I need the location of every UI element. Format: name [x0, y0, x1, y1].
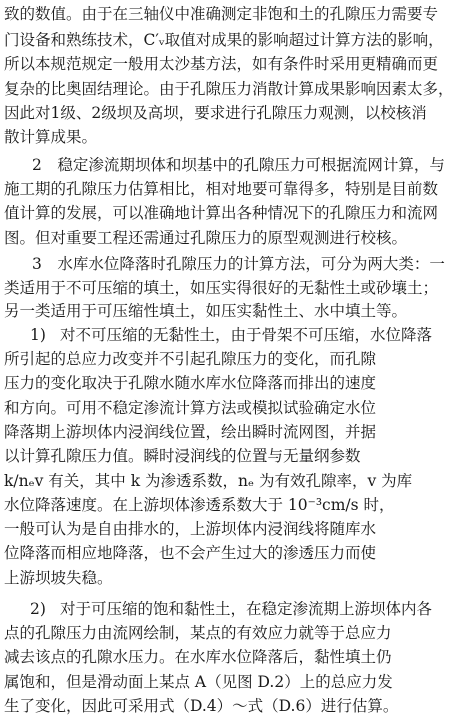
p1-line-5: 因此对1级、2级坝及高坝，要求进行孔隙压力观测，以校核消	[4, 103, 427, 122]
item-2-line-4: 属饱和，但是滑动面上某点 A（见图 D.2）上的总应力发	[4, 672, 393, 691]
p2-line-1: 2 稳定渗流期坝体和坝基中的孔隙压力可根据流网计算，与	[32, 155, 445, 174]
item-1-line-11: 上游坝坡失稳。	[4, 568, 113, 587]
item-1-line-4: 和方向。可用不稳定渗流计算方法或模拟试验确定水位	[4, 398, 377, 417]
p3-line-3: 另一类适用于可压缩性填土，如压实黏性土、水中填土等。	[4, 301, 408, 320]
p2-line-2: 施工期的孔隙压力估算相比，相对地要可靠得多，特别是目前数	[4, 180, 439, 199]
item-1-line-10: 位降落而相应地降落，也不会产生过大的渗透压力而使	[4, 544, 377, 563]
p1-line-1: 致的数值。由于在三轴仪中准确测定非饱和土的孔隙压力需要专	[4, 5, 439, 23]
p2-line-3: 值计算的发展，可以准确地计算出各种情况下的孔隙压力和流网	[4, 204, 439, 223]
item-2-line-1: 对于可压缩的饱和黏性土，在稳定渗流期上游坝体内各	[60, 599, 433, 618]
item-2-line-5: 生了变化，因此可采用式（D.4）～式（D.6）进行估算。	[4, 697, 399, 715]
item-2-line-2: 点的孔隙压力由流网绘制，某点的有效应力就等于总应力	[4, 624, 392, 643]
p1-line-2: 门设备和熟练技术，C′ᵥ取值对成果的影响超过计算方法的影响，	[4, 31, 444, 49]
item-1-line-9: 一般可认为是自由排水的，上游坝体内浸润线将随库水	[4, 520, 377, 539]
p3-line-1: 3 水库水位降落时孔隙压力的计算方法，可分为两大类：一	[32, 254, 445, 273]
item-1-line-1: 对不可压缩的无黏性土，由于骨架不可压缩，水位降落	[60, 325, 433, 344]
p1-line-6: 散计算成果。	[4, 128, 98, 147]
item-1-line-6: 以计算孔隙压力值。瞬时浸润线的位置与无量纲参数	[4, 447, 361, 466]
p1-line-4: 复杂的比奥固结理论。由于孔隙压力消散计算成果影响因素太多，	[4, 79, 454, 98]
p2-line-4: 图。但对重要工程还需通过孔隙压力的原型观测进行校核。	[4, 228, 408, 247]
item-1-line-3: 压力的变化取决于孔隙水随水库水位降落而排出的速度	[4, 374, 377, 393]
p1-line-3: 所以本规范规定一般用太沙基方法，如有条件时采用更精确而更	[4, 55, 439, 74]
item-1-line-5: 降落期上游坝体内浸润线位置，绘出瞬时流网图，并据	[4, 423, 377, 441]
item-2-line-3: 减去该点的孔隙水压力。在水库水位降落后，黏性填土仍	[4, 648, 392, 667]
p3-line-2: 类适用于不可压缩的填土，如压实得很好的无黏性土或砂壤土；	[4, 279, 439, 297]
item-1-line-8: 水位降落速度。在上游坝体渗透系数大于 10⁻³cm/s 时，	[4, 495, 395, 514]
item-1-number: 1)	[30, 325, 46, 344]
item-1-line-2: 所引起的总应力改变并不引起孔隙压力的变化，而孔隙	[4, 350, 377, 369]
item-1-line-7: k/nₑv 有关，其中 k 为渗透系数，nₑ 为有效孔隙率，v 为库	[4, 471, 413, 490]
item-2-number: 2)	[30, 599, 46, 618]
